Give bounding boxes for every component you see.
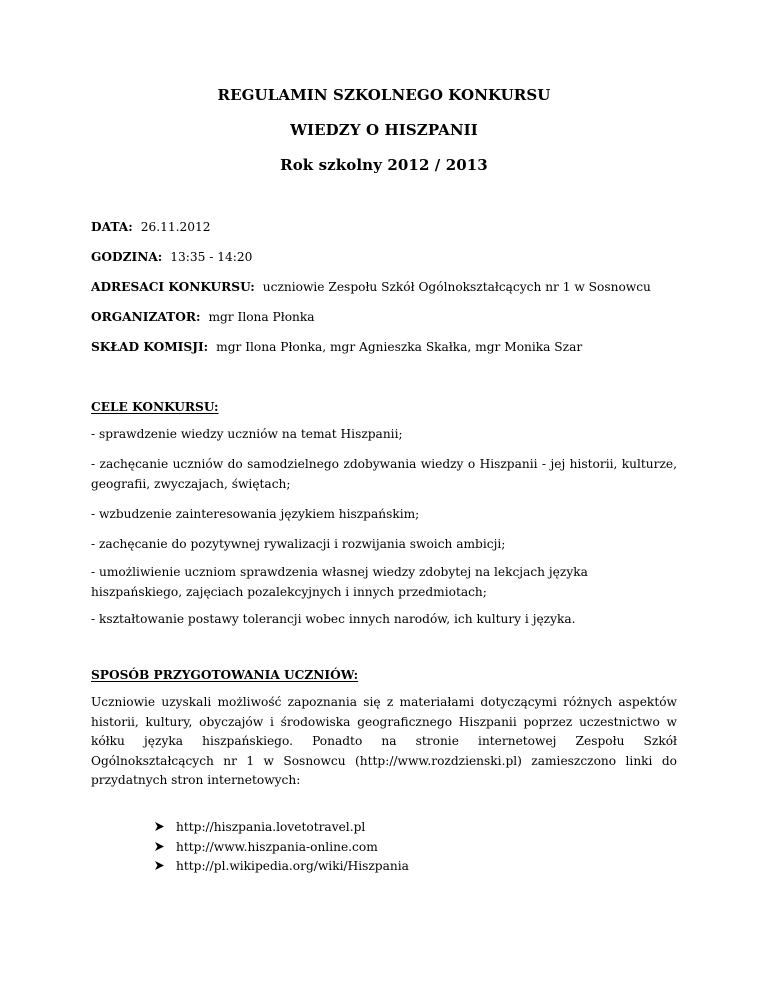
document-title-line-2: WIEDZY O HISZPANII <box>290 121 478 139</box>
time-value: 13:35 - 14:20 <box>170 250 253 264</box>
info-date <box>91 220 691 234</box>
link-text[interactable]: http://pl.wikipedia.org/wiki/Hiszpania <box>176 859 409 873</box>
committee-label: SKŁAD KOMISJI: <box>91 340 209 354</box>
document-title-line-3: Rok szkolny 2012 / 2013 <box>280 156 488 174</box>
links-list <box>154 818 409 877</box>
info-committee <box>91 340 691 354</box>
link-text[interactable]: http://hiszpania.lovetotravel.pl <box>176 820 366 834</box>
info-time <box>91 250 691 264</box>
list-item <box>154 818 409 838</box>
document-title-line-1: REGULAMIN SZKOLNEGO KONKURSU <box>217 86 551 104</box>
goal-item: - zachęcanie do pozytywnej rywalizacji i rozwijania swoich ambicji; <box>91 537 506 551</box>
info-organizer <box>91 310 691 324</box>
goal-item: - kształtowanie postawy tolerancji wobec innych narodów, ich kultury i języka. <box>91 612 576 626</box>
date-label: DATA: <box>91 220 133 234</box>
date-value: 26.11.2012 <box>140 220 211 234</box>
info-audience <box>91 280 691 294</box>
organizer-value: mgr Ilona Płonka <box>208 310 315 324</box>
goal-item: - umożliwienie uczniom sprawdzenia własnej wiedzy zdobytej na lekcjach języka hiszpańskiego, zajęciach pozalekcyjnych i innych przedmiotach; <box>91 565 588 599</box>
preparation-paragraph: Uczniowie uzyskali możliwość zapoznania się z materiałami dotyczącymi różnych aspektów historii, kultury, obyczajów i środowiska geograficznego Hiszpanii poprzez uczestnictwo w kółku języka hiszpańskiego. Ponadto na stronie internetowej Zespołu Szkół Ogólnokształcących nr 1 w Sosnowcu (http://www.rozdzienski.pl) zamieszczono linki do przydatnych stron internetowych: <box>91 695 677 787</box>
list-item <box>154 838 409 858</box>
preparation-heading: SPOSÓB PRZYGOTOWANIA UCZNIÓW: <box>91 668 359 682</box>
goal-item: - wzbudzenie zainteresowania językiem hiszpańskim; <box>91 507 420 521</box>
arrow-bullet-icon <box>154 818 176 838</box>
arrow-bullet-icon <box>154 857 176 877</box>
committee-value: mgr Ilona Płonka, mgr Agnieszka Skałka, mgr Monika Szar <box>216 340 583 354</box>
arrow-bullet-icon <box>154 838 176 858</box>
link-text[interactable]: http://www.hiszpania-online.com <box>176 839 378 854</box>
goals-heading: CELE KONKURSU: <box>91 400 219 414</box>
audience-value: uczniowie Zespołu Szkół Ogólnokształcących nr 1 w Sosnowcu <box>262 280 651 294</box>
goal-item: - sprawdzenie wiedzy uczniów na temat Hiszpanii; <box>91 427 403 441</box>
list-item <box>154 857 409 877</box>
goal-item: - zachęcanie uczniów do samodzielnego zdobywania wiedzy o Hiszpanii - jej historii, kulturze, geografii, zwyczajach, świętach; <box>91 457 677 491</box>
organizer-label: ORGANIZATOR: <box>91 310 201 324</box>
time-label: GODZINA: <box>91 250 163 264</box>
audience-label: ADRESACI KONKURSU: <box>91 280 255 294</box>
